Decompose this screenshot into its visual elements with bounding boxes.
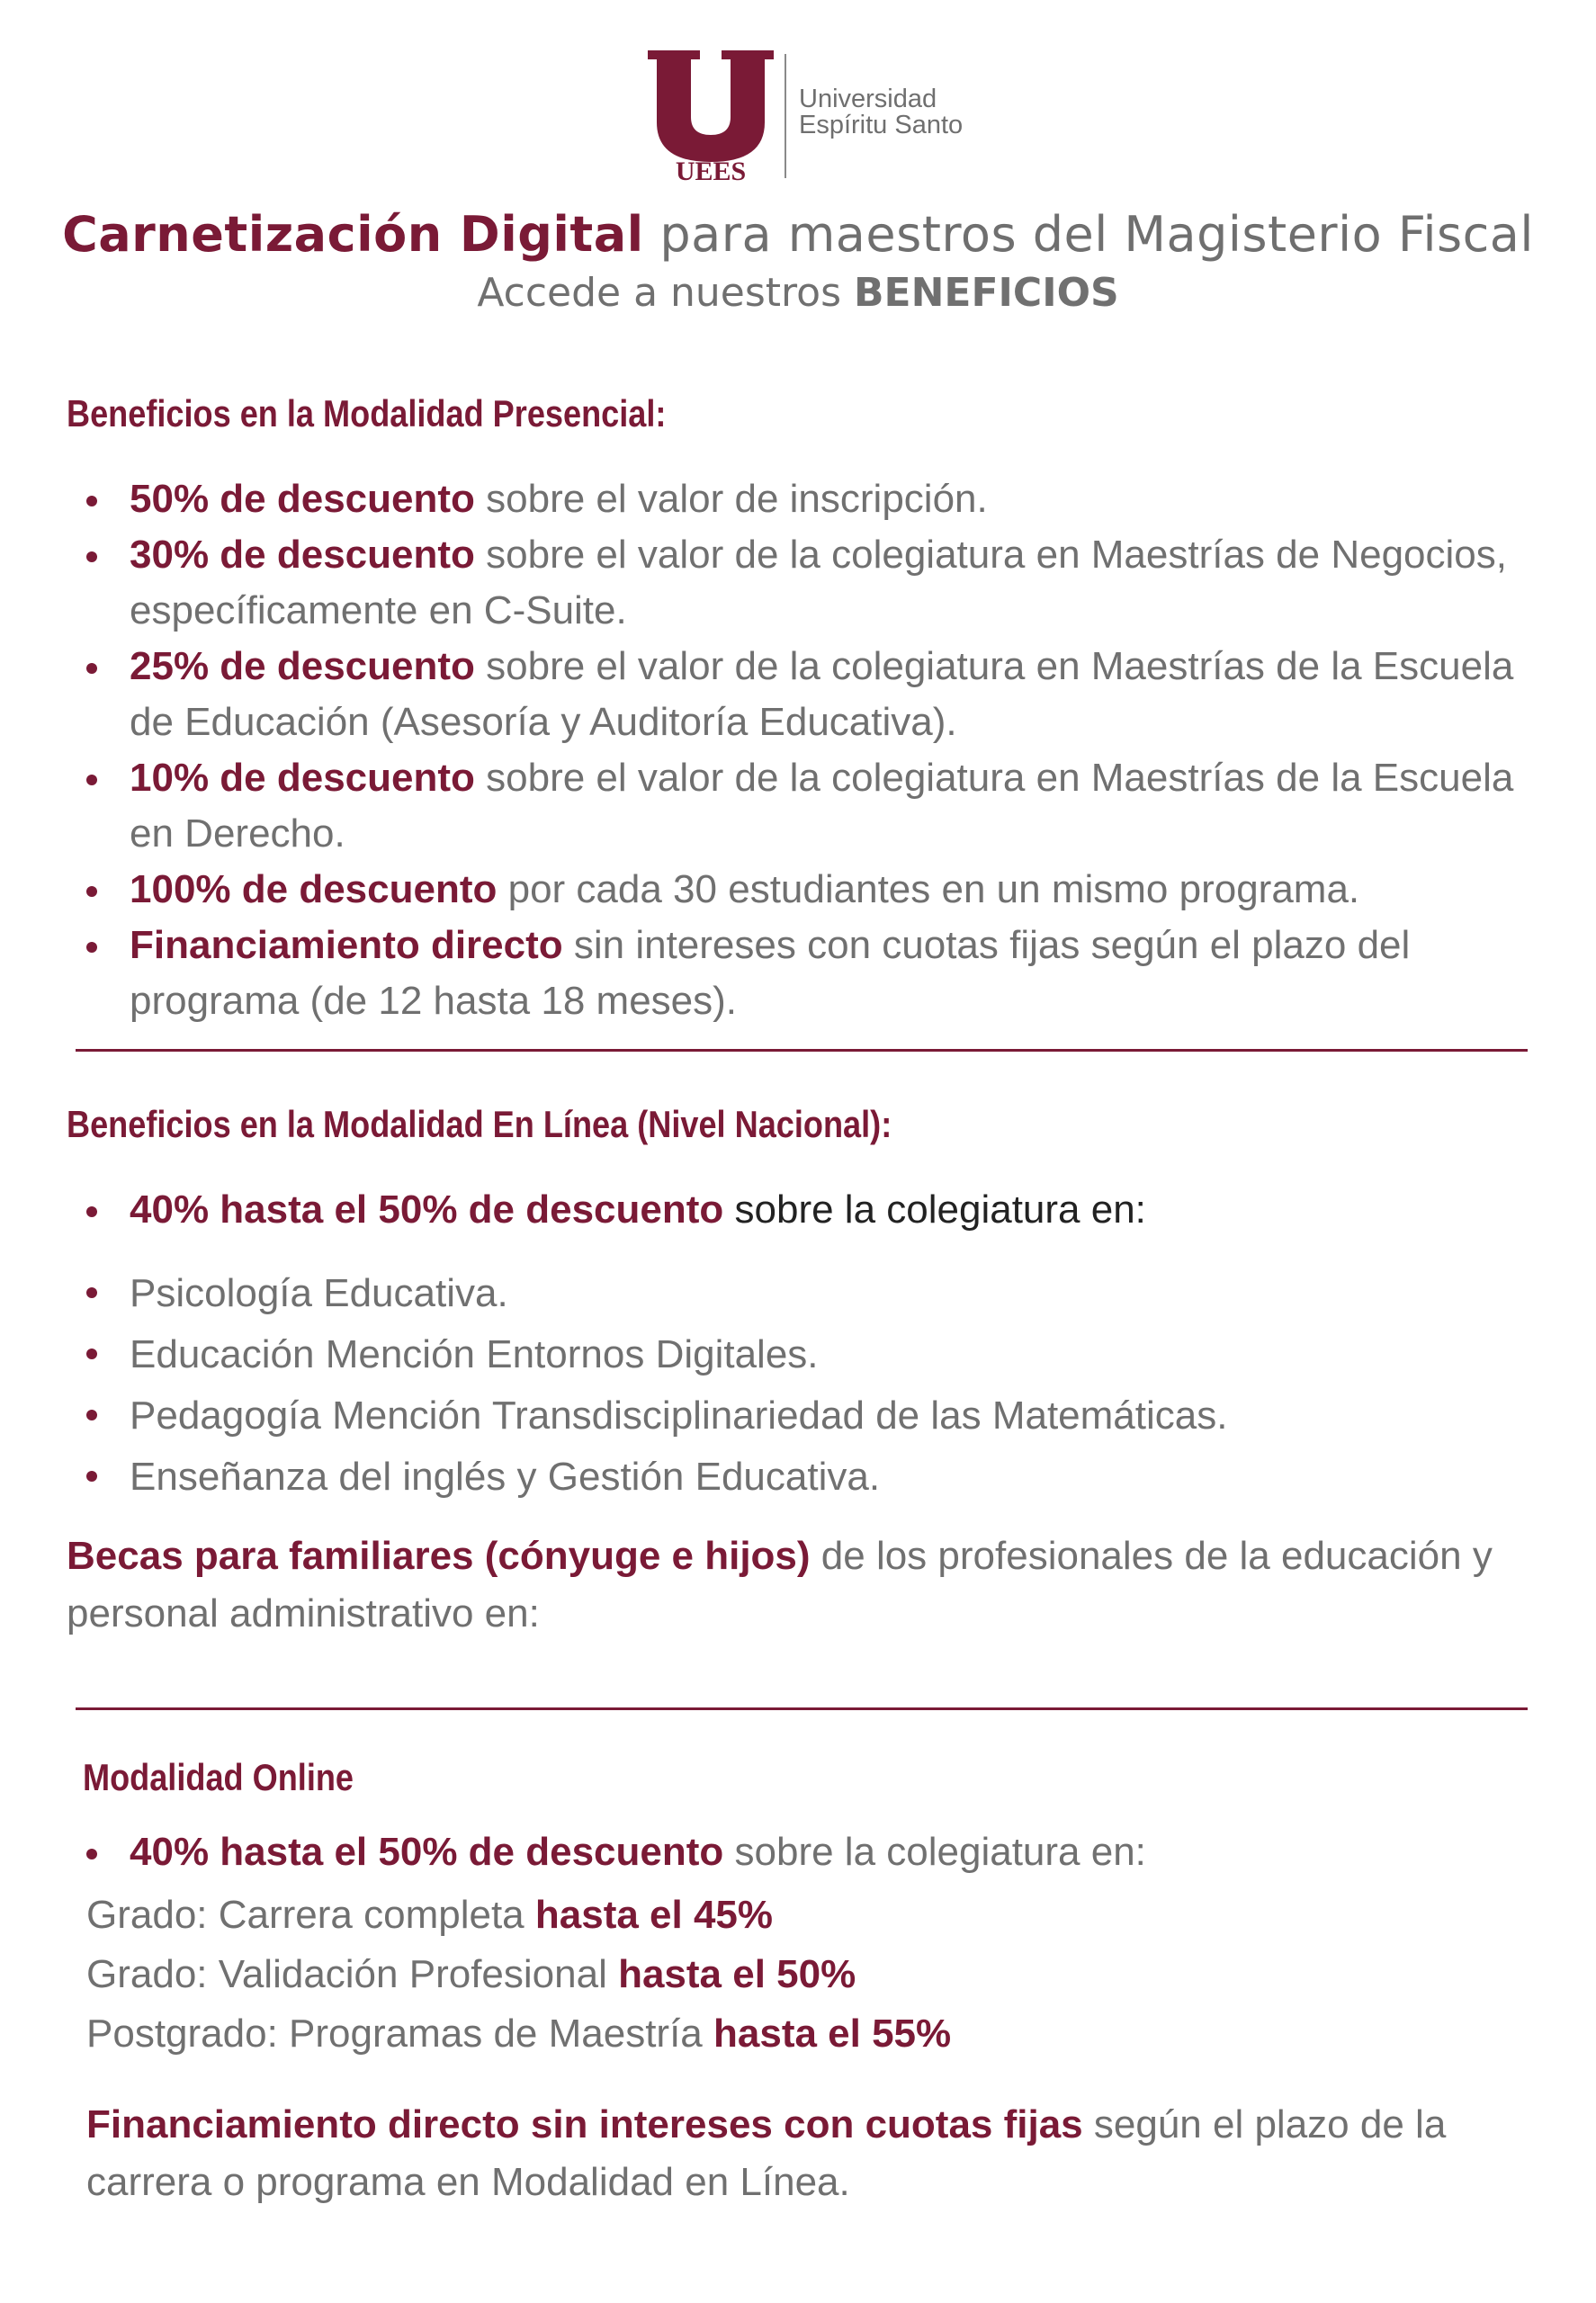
benefit-text: sobre la colegiatura en: [723, 1187, 1146, 1232]
list-item [83, 1182, 1558, 1238]
discount-line-text: Grado: Validación Profesional [86, 1952, 619, 1996]
financing-text: según el plazo de la carrera o programa en Modalidad en Línea. [86, 2102, 1447, 2204]
logo-text-espiritu-santo: Espíritu Santo [799, 111, 964, 139]
program-name: Pedagogía Mención Transdisciplinariedad de las Matemáticas. [130, 1393, 1228, 1438]
en-linea-programs-list [83, 1263, 1558, 1508]
program-name: Enseñanza del inglés y Gestión Educativa. [130, 1455, 881, 1499]
en-linea-main-list [83, 1182, 1558, 1238]
list-item [83, 639, 1558, 750]
discount-line-text: Postgrado: Programas de Maestría [86, 2012, 713, 2056]
svg-text:UEES: UEES [675, 157, 747, 182]
discount-line-text: Grado: Carrera completa [86, 1893, 535, 1937]
list-item [83, 471, 1558, 527]
benefit-lead: 30% de descuento [130, 533, 475, 577]
list-item [83, 1824, 1558, 1880]
list-item [83, 527, 1558, 639]
discount-line-highlight: hasta el 50% [618, 1952, 856, 1996]
section-divider [76, 1707, 1528, 1710]
discount-line [86, 1945, 1526, 2004]
title-strong: Carnetización Digital [62, 206, 644, 263]
online-main-list [83, 1824, 1558, 1880]
discount-line [86, 2004, 1526, 2064]
presencial-benefits-list [83, 471, 1558, 1029]
discount-line-highlight: hasta el 45% [534, 1893, 774, 1937]
list-item [83, 1385, 1558, 1447]
list-item [83, 750, 1558, 862]
page-title [0, 203, 1596, 266]
benefit-text: sobre la colegiatura en: [723, 1830, 1146, 1874]
program-name: Educación Mención Entornos Digitales. [130, 1332, 819, 1376]
title-rest: para maestros del Magisterio Fiscal [643, 206, 1534, 263]
page-subtitle [0, 266, 1596, 320]
program-name: Psicología Educativa. [130, 1271, 508, 1315]
logo-wordmark [799, 86, 963, 139]
benefit-lead: 40% hasta el 50% de descuento [130, 1187, 724, 1232]
section-divider [76, 1049, 1528, 1052]
discount-line-highlight: hasta el 55% [713, 2012, 952, 2056]
online-discount-lines [86, 1886, 1526, 2064]
list-item [83, 1263, 1558, 1324]
subtitle-prefix: Accede a nuestros [477, 270, 854, 316]
benefit-text: sobre el valor de la colegiatura en Maestrías de Negocios, específicamente en C-Suite. [130, 533, 1507, 632]
benefit-text: sobre el valor de inscripción. [474, 477, 988, 521]
benefit-lead: Financiamiento directo [130, 923, 563, 967]
financing-paragraph [86, 2096, 1544, 2211]
section-title-online: Modalidad Online [83, 1756, 354, 1798]
benefit-lead: 10% de descuento [130, 756, 475, 800]
uees-logo-mark-icon [648, 47, 774, 182]
logo-divider [785, 54, 786, 178]
logo-text-universidad: Universidad [799, 85, 937, 113]
benefit-text: sin intereses con cuotas fijas según el plazo del programa (de 12 hasta 18 meses). [130, 923, 1411, 1023]
benefit-text: por cada 30 estudiantes en un mismo programa. [497, 867, 1360, 911]
benefit-lead: 25% de descuento [130, 644, 475, 688]
benefit-text: sobre el valor de la colegiatura en Maestrías de la Escuela en Derecho. [130, 756, 1514, 856]
university-logo [648, 47, 963, 182]
benefit-lead: 50% de descuento [130, 477, 475, 521]
list-item [83, 862, 1558, 918]
financing-lead: Financiamiento directo sin intereses con cuotas fijas [86, 2102, 1083, 2146]
becas-text: de los profesionales de la educación y personal administrativo en: [67, 1534, 1493, 1635]
benefit-text: sobre el valor de la colegiatura en Maestrías de la Escuela de Educación (Asesoría y Auditoría Educativa). [130, 644, 1514, 744]
becas-paragraph [67, 1528, 1542, 1643]
list-item [83, 1447, 1558, 1508]
list-item [83, 918, 1558, 1029]
benefit-lead: 40% hasta el 50% de descuento [130, 1830, 724, 1874]
subtitle-strong: BENEFICIOS [854, 270, 1119, 316]
section-title-presencial: Beneficios en la Modalidad Presencial: [67, 392, 667, 435]
benefit-lead: 100% de descuento [130, 867, 498, 911]
section-title-en-linea: Beneficios en la Modalidad En Línea (Nivel Nacional): [67, 1103, 892, 1145]
becas-lead: Becas para familiares (cónyuge e hijos) [67, 1534, 811, 1578]
list-item [83, 1324, 1558, 1385]
discount-line [86, 1886, 1526, 1945]
